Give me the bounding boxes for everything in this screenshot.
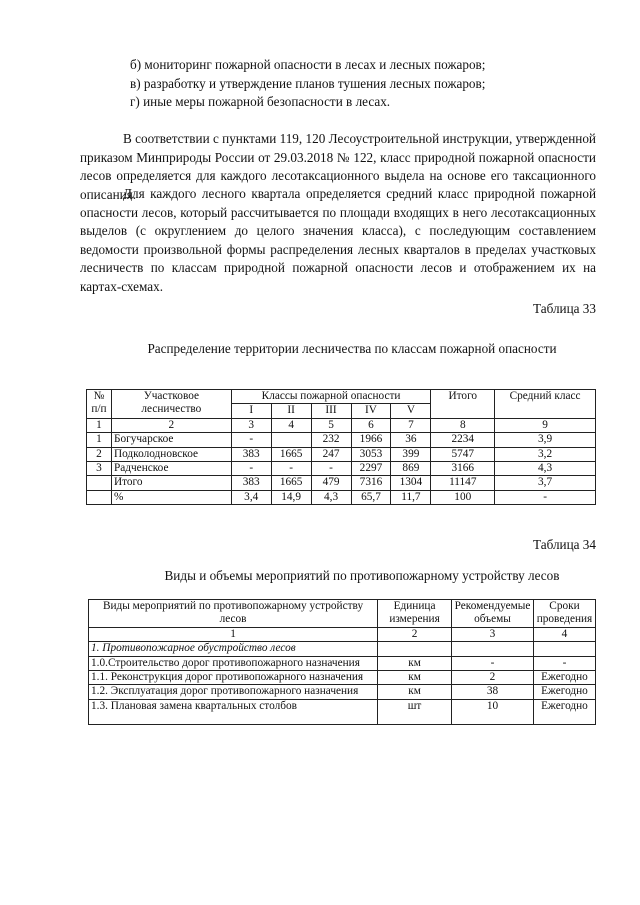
table-cell: 1966 (351, 433, 391, 447)
header-cell: Классы пожарной опасности (231, 390, 431, 404)
list-item: в) разработку и утверждение планов тушения лесных пожаров; (130, 75, 486, 91)
table-cell: - (231, 462, 271, 476)
table-cell: 3,4 (231, 490, 271, 504)
table-label: Таблица 34 (533, 537, 596, 552)
table-cell: - (311, 462, 351, 476)
table-row (89, 699, 596, 724)
fire-class-table (86, 389, 596, 505)
table-cell: 1665 (271, 476, 311, 490)
fire-measures-table (88, 599, 596, 725)
table-cell: 38 (452, 685, 534, 699)
table-cell: 5 (311, 418, 351, 432)
table-cell: 1 (89, 627, 378, 641)
table-cell: 1 (87, 433, 112, 447)
table-cell: 2234 (431, 433, 495, 447)
table-cell: Богучарское (111, 433, 231, 447)
table-cell: 383 (231, 476, 271, 490)
table-cell: шт (378, 699, 452, 724)
table-row (89, 685, 596, 699)
header-cell: III (311, 404, 351, 418)
table-cell: 8 (431, 418, 495, 432)
table-cell: 3,2 (495, 447, 596, 461)
table-cell: Радченское (111, 462, 231, 476)
table-cell: 4 (533, 627, 595, 641)
section-row (89, 642, 596, 656)
table-cell: - (231, 433, 271, 447)
table-cell: 9 (495, 418, 596, 432)
table-cell: Ежегодно (533, 671, 595, 685)
column-number-row (89, 627, 596, 641)
table-cell: 14,9 (271, 490, 311, 504)
table-cell: 4 (271, 418, 311, 432)
header-cell: V (391, 404, 431, 418)
table-cell: 4,3 (311, 490, 351, 504)
paragraph: Для каждого лесного квартала определяется средний класс природной пожарной опасности лесов, который рассчитывается по площади входящих в него лесотаксационных выделов (с округлением до целого значения класса), с последующим составлением ведомости произвольной формы распределения лесных кварталов в пределах участковых лесничеств по классам природной пожарной опасности лесов и отображением их на картах-схемах. (80, 186, 596, 294)
header-cell: Сроки проведения (533, 600, 595, 628)
paragraph: В соответствии с пунктами 119, 120 Лесоустроительной инструкции, утвержденной приказом Минприроды России от 29.03.2018 № 122, класс природной пожарной опасности лесов определяется для каждого лесотаксационного выдела на основе его таксационного описания. (80, 131, 596, 202)
table-cell: 399 (391, 447, 431, 461)
table-cell (271, 433, 311, 447)
table-cell (452, 642, 534, 656)
table-cell: 2 (87, 447, 112, 461)
header-cell: I (231, 404, 271, 418)
table-cell: 36 (391, 433, 431, 447)
table-cell (533, 642, 595, 656)
header-cell: № п/п (87, 390, 112, 419)
table-cell: 6 (351, 418, 391, 432)
table-cell: 1.0.Строительство дорог противопожарного назначения (89, 656, 378, 670)
table-cell: 10 (452, 699, 534, 724)
table-cell: км (378, 671, 452, 685)
table-cell: 2 (378, 627, 452, 641)
header-cell: Средний класс (495, 390, 596, 419)
table-cell: 383 (231, 447, 271, 461)
header-cell: Итого (431, 390, 495, 419)
table-cell: - (452, 656, 534, 670)
table-cell: 2297 (351, 462, 391, 476)
table-row (87, 462, 596, 476)
table-cell: 1.1. Реконструкция дорог противопожарного назначения (89, 671, 378, 685)
table-cell: 3,9 (495, 433, 596, 447)
table-row (87, 490, 596, 504)
table-cell: 3053 (351, 447, 391, 461)
table-title: Виды и объемы мероприятий по противопожарному устройству лесов (164, 568, 560, 583)
table-cell: 2 (111, 418, 231, 432)
header-cell: Единица измерения (378, 600, 452, 628)
table-cell (378, 642, 452, 656)
table-cell: % (111, 490, 231, 504)
table-cell: Ежегодно (533, 699, 595, 724)
table-cell: 11147 (431, 476, 495, 490)
list-item: г) иные меры пожарной безопасности в лесах. (130, 94, 391, 110)
table-row (89, 656, 596, 670)
table-cell: 100 (431, 490, 495, 504)
table-cell: км (378, 656, 452, 670)
table-cell: 232 (311, 433, 351, 447)
table-cell: 3,7 (495, 476, 596, 490)
table-label: Таблица 33 (533, 301, 596, 316)
table-cell: 2 (452, 671, 534, 685)
table-row (87, 433, 596, 447)
table-cell: 3 (87, 462, 112, 476)
header-cell: II (271, 404, 311, 418)
list-item: б) мониторинг пожарной опасности в лесах и лесных пожаров; (130, 57, 486, 72)
table-cell: Подколодновское (111, 447, 231, 461)
header-cell: IV (351, 404, 391, 418)
table-cell: км (378, 685, 452, 699)
table-cell: 7 (391, 418, 431, 432)
table-cell: 7316 (351, 476, 391, 490)
table-cell: 3166 (431, 462, 495, 476)
table-cell: 11,7 (391, 490, 431, 504)
table-cell: 1 (87, 418, 112, 432)
header-cell: Участковое лесничество (111, 390, 231, 419)
section-cell: 1. Противопожарное обустройство лесов (89, 642, 378, 656)
table-row (87, 447, 596, 461)
header-cell: Рекомендуемые объемы (452, 600, 534, 628)
table-cell: 869 (391, 462, 431, 476)
table-cell: - (495, 490, 596, 504)
table-row (89, 671, 596, 685)
table-cell: 65,7 (351, 490, 391, 504)
table-cell: 1.2. Эксплуатация дорог противопожарного назначения (89, 685, 378, 699)
table-cell: 247 (311, 447, 351, 461)
table-cell: 479 (311, 476, 351, 490)
table-cell (87, 476, 112, 490)
table-cell: Итого (111, 476, 231, 490)
table-title: Распределение территории лесничества по классам пожарной опасности (147, 341, 557, 356)
table-cell: 1304 (391, 476, 431, 490)
table-cell: 4,3 (495, 462, 596, 476)
table-cell: - (533, 656, 595, 670)
header-cell: Виды мероприятий по противопожарному устройству лесов (89, 600, 378, 628)
column-number-row (87, 418, 596, 432)
table-cell (87, 490, 112, 504)
table-cell: 1.3. Плановая замена квартальных столбов (89, 699, 378, 724)
table-cell: 3 (231, 418, 271, 432)
table-row (87, 476, 596, 490)
table-cell: Ежегодно (533, 685, 595, 699)
measures-list (130, 56, 600, 112)
table-cell: 3 (452, 627, 534, 641)
table-cell: 1665 (271, 447, 311, 461)
table-cell: 5747 (431, 447, 495, 461)
table-cell: - (271, 462, 311, 476)
